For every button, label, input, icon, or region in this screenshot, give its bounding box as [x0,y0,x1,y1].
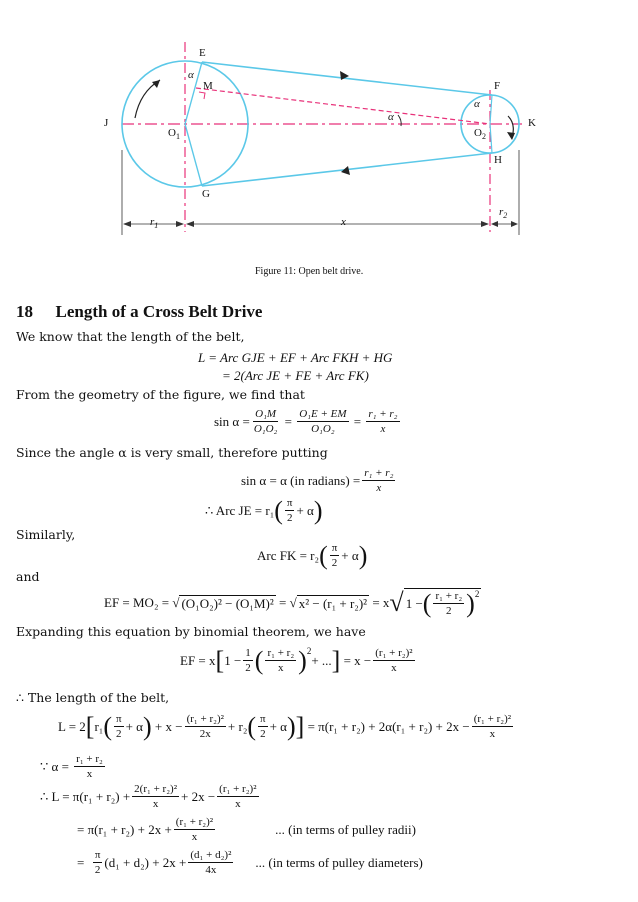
section-heading [16,302,262,322]
figure-caption: Figure 11: Open belt drive. [255,266,364,277]
equation-alpha-value: ∵ α = $\frac{\text{r₁ + r₂}}{x}$ [40,753,103,780]
equation-alpha-radians: sin α = α (in radians) = $\frac{\text{r₁ + r₂}}{x}$ [241,467,394,494]
right-angle-marker [199,92,205,99]
line-m-o2 [196,88,490,124]
open-belt-drive-figure [0,0,638,265]
dim-x-arrow-left [186,221,194,227]
fraction: $\frac{\text{r₁ + r₂}}{x}$ [368,408,398,435]
belt-upper-run [202,62,492,95]
label-r2: $r_2$ [499,206,508,221]
label-j: J [104,117,109,129]
equation-length-arc: L = Arc GJE + EF + Arc FKH + HG [198,350,393,365]
dim-r2-arrow-right [511,221,518,227]
label-h: H [494,154,502,166]
equation-arc-je: ∴ Arc JE = r₁ ( $\frac{\pi}{2}$ + α ) [205,495,323,525]
label-alpha-mid: α [388,111,394,123]
dim-r1-arrow-left [123,221,131,227]
label-r1: $r_1$ [150,216,159,231]
label-x: x [341,216,346,228]
radius-o1-g [185,124,202,186]
equation-length-double: = 2(Arc JE + FE + Arc FK) [222,368,369,383]
fraction: $\frac{\text{O₁M}}{\text{O₁O₂}}$ [253,408,278,435]
equation-sin-alpha: sin α = $\frac{\text{O₁M}}{\text{O₁O₂}}$ = $\frac{\text{O₁E + EM}}{\text{O₁O₂}}$ = $\frac{\text{r₁ + r₂}}{x}$ [214,408,398,435]
section-title: Length of a Cross Belt Drive [55,302,263,321]
paragraph-length-result: ∴ The length of the belt, [16,690,170,705]
rotation-arrowhead-driver [152,80,160,88]
paragraph-belt-length-intro: We know that the length of the belt, [16,329,245,344]
equation-arc-fk: Arc FK = r₂ ( $\frac{\pi}{2}$ + α ) [257,540,368,570]
equation-length-expanded: L = 2 [ r₁ ( $\frac{\pi}{2}$ + α ) + x − $\frac{\text{(r₁ + r₂)²}}{2x}$ + r₂ ( $\frac{\pi}{2}$ + α ) ] = π(r₁ + r₂) + 2α(r₁ + r₂) + 2x − $\frac{\text{(r₁ + r₂)²}}{x}$ [58,711,512,741]
label-o1: $O_1$ [168,127,180,142]
paragraph-binomial: Expanding this equation by binomial theorem, we have [16,624,366,639]
equation-ef: EF = MO₂ = √ (O₁O₂)² − (O₁M)² = √ x² − (r₁ + r₂)² = x √ 1 − ( $\frac{\text{r₁ + r₂}}{2}$ ) $^2$ [104,588,480,618]
paragraph-small-angle: Since the angle α is very small, therefore putting [16,445,328,460]
label-o2: $O_2$ [474,127,486,142]
section-number: 18 [16,302,33,321]
fraction: $\frac{\text{O₁E + EM}}{\text{O₁O₂}}$ [299,408,347,435]
label-g: G [202,188,210,200]
equation-length-diameters: = $\frac{\pi}{2}$ (d₁ + d₂) + 2x + $\frac{\text{(d₁ + d₂)²}}{4x}$ ... (in terms of pulley diameters) [77,849,423,876]
dim-x-arrow-right [481,221,489,227]
equation-length-substituted: ∴ L = π(r₁ + r₂) + $\frac{\text{2(r₁ + r₂)²}}{x}$ + 2x − $\frac{\text{(r₁ + r₂)²}}{x}$ [40,783,257,810]
dim-r1-arrow-right [176,221,184,227]
label-alpha-o2: α [474,98,480,110]
label-e: E [199,47,206,59]
paragraph-similarly: Similarly, [16,527,76,542]
rotation-arrowhead-driven [507,132,515,140]
label-k: K [528,117,536,129]
label-m: M [203,80,213,92]
paragraph-geometry: From the geometry of the figure, we find that [16,387,305,402]
label-f: F [494,80,501,92]
dim-r2-arrow-left [491,221,498,227]
equation-ef-binomial: EF = x [ 1 − $\frac{1}{2}$ ( $\frac{\text{r₁ + r₂}}{x}$ ) $^2$ + ... ] = x − $\frac{\text{(r₁ + r₂)²}}{x}$ [180,645,413,675]
label-alpha-o1: α [188,69,194,81]
equation-length-radii: = π(r₁ + r₂) + 2x + $\frac{\text{(r₁ + r₂)²}}{x}$ ... (in terms of pulley radii) [77,816,416,843]
paragraph-and: and [16,569,40,584]
